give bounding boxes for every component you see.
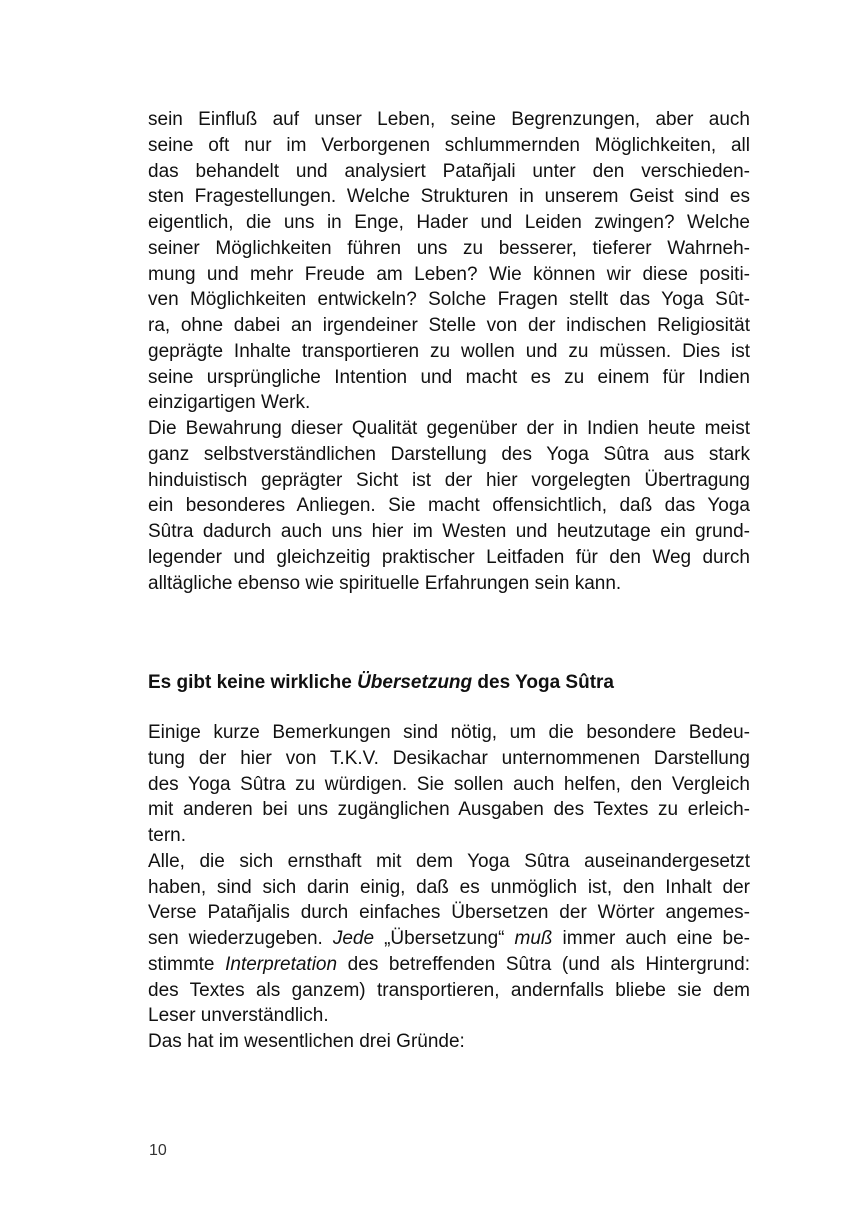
text-line: Sûtra dadurch auch uns hier im Westen und heutzutage ein grund-: [148, 521, 750, 542]
text-run: immer auch eine be-: [552, 928, 750, 949]
text-line: ganz selbstverständlichen Darstellung des Yoga Sûtra aus stark: [148, 443, 750, 465]
text-line: tern.: [148, 825, 187, 846]
text-run: stimmte: [148, 953, 226, 975]
emphasis-muss: muß: [514, 928, 553, 949]
text-line: ra, ohne dabei an irgendeiner Stelle von der indischen Religiosität: [148, 315, 750, 336]
text-line: das behandelt und analysiert Patañjali unter den verschieden-: [148, 160, 750, 182]
text-line-with-emphasis: [148, 926, 750, 952]
heading-emphasis: Übersetzung: [357, 672, 473, 693]
text-line: seine ursprüngliche Intention und macht es zu einem für Indien: [148, 366, 750, 388]
paragraph-mind-structures: [148, 107, 750, 596]
text-line: Einige kurze Bemerkungen sind nötig, um die besondere Bedeu-: [148, 722, 750, 743]
text-run: „Übersetzung“: [374, 928, 515, 949]
text-line: legender und gleichzeitig praktischer Leitfaden für den Weg durch: [148, 546, 750, 568]
text-line: seiner Möglichkeiten führen uns zu besserer, tieferer Wahrneh-: [148, 237, 750, 259]
text-line-with-emphasis: [148, 952, 750, 978]
text-line: tung der hier von T.K.V. Desikachar unternommenen Darstellung: [148, 747, 750, 769]
text-line: ein besonderes Anliegen. Sie macht offensichtlich, daß das Yoga: [148, 495, 750, 517]
text-line: ven Möglichkeiten entwickeln? Solche Fragen stellt das Yoga Sût-: [148, 289, 750, 311]
text-line: Alle, die sich ernsthaft mit dem Yoga Sûtra auseinandergesetzt: [148, 850, 750, 872]
text-line: hinduistisch geprägter Sicht ist der hier vorgelegten Übertragung: [148, 469, 750, 491]
text-line: seine oft nur im Verborgenen schlummernden Möglichkeiten, all: [148, 134, 750, 156]
emphasis-interpretation: Interpretation: [225, 953, 338, 975]
page-number: 10: [149, 1142, 167, 1159]
text-line: alltägliche ebenso wie spirituelle Erfahrungen sein kann.: [148, 572, 622, 594]
text-line: des Textes als ganzem) transportieren, andernfalls bliebe sie dem: [148, 979, 750, 1001]
text-line: Leser unverständlich.: [148, 1005, 329, 1027]
text-line: sein Einfluß auf unser Leben, seine Begrenzungen, aber auch: [148, 109, 750, 130]
text-line: Die Bewahrung dieser Qualität gegenüber der in Indien heute meist: [148, 418, 750, 439]
text-line: des Yoga Sûtra zu würdigen. Sie sollen auch helfen, den Vergleich: [148, 773, 750, 795]
heading-text-before: Es gibt keine wirkliche: [148, 672, 358, 693]
text-line: geprägte Inhalte transportieren zu wollen und zu müssen. Dies ist: [148, 340, 750, 362]
text-line: eigentlich, die uns in Enge, Hader und Leiden zwingen? Welche: [148, 212, 750, 233]
text-run: des betreffenden Sûtra (und als Hintergrund:: [337, 953, 750, 975]
section-heading: [148, 670, 614, 696]
text-line: einzigartigen Werk.: [148, 392, 311, 414]
text-line: Das hat im wesentlichen drei Gründe:: [148, 1031, 465, 1052]
text-line: mung und mehr Freude am Leben? Wie können wir diese positi-: [148, 263, 750, 285]
text-run: sen wiederzugeben.: [148, 928, 333, 949]
text-line: mit anderen bei uns zugänglichen Ausgaben des Textes zu erleich-: [148, 799, 750, 821]
paragraph-translation-remarks: [148, 720, 750, 1055]
heading-text-after: des Yoga Sûtra: [472, 672, 614, 693]
text-line: sten Fragestellungen. Welche Strukturen in unserem Geist sind es: [148, 186, 750, 208]
text-line: haben, sind sich darin einig, daß es unmöglich ist, den Inhalt der: [148, 876, 750, 898]
emphasis-jede: Jede: [332, 928, 375, 949]
text-line: Verse Patañjalis durch einfaches Übersetzen der Wörter angemes-: [148, 902, 750, 924]
